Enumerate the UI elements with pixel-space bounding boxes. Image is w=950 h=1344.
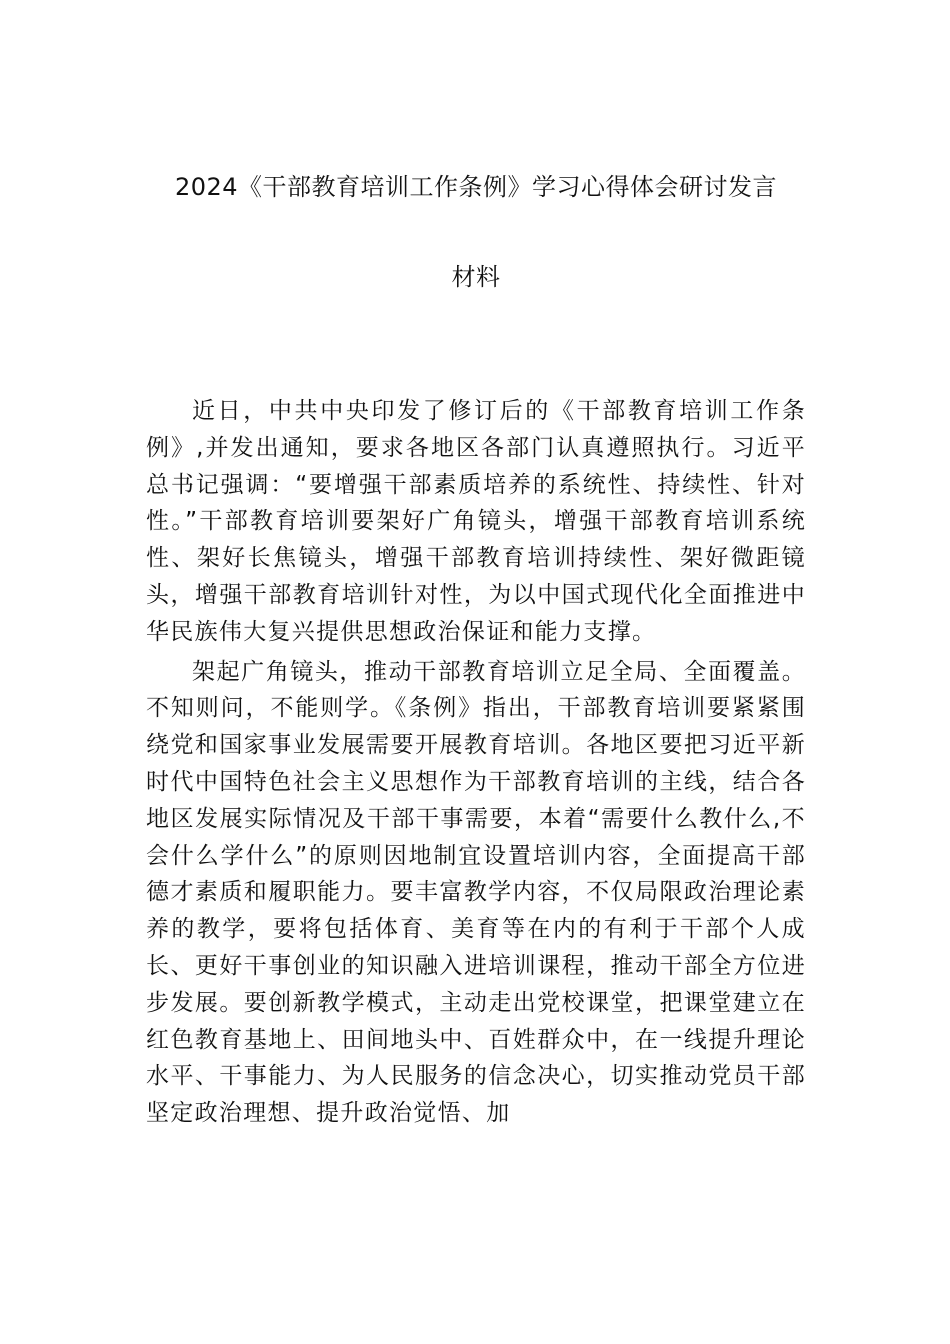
document-body — [146, 393, 806, 1132]
document-title-line-1: 2024《干部教育培训工作条例》学习心得体会研讨发言 — [174, 173, 778, 201]
body-paragraph-1: 近日，中共中央印发了修订后的《干部教育培训工作条例》,并发出通知，要求各地区各部门认真遵照执行。习近平总书记强调：“要增强干部素质培养的系统性、持续性、针对性。”干部教育培训要架好广角镜头，增强干部教育培训系统性、架好长焦镜头，增强干部教育培训持续性、架好微距镜头，增强干部教育培训针对性，为以中国式现代化全面推进中华民族伟大复兴提供思想政治保证和能力支撑。 — [146, 398, 806, 645]
document-title-line-2: 材料 — [451, 263, 501, 291]
body-paragraph-2: 架起广角镜头，推动干部教育培训立足全局、全面覆盖。不知则问，不能则学。《条例》指出，干部教育培训要紧紧围绕党和国家事业发展需要开展教育培训。各地区要把习近平新时代中国特色社会主义思想作为干部教育培训的主线，结合各地区发展实际情况及干部干事需要，本着“需要什么教什么,不会什么学什么”的原则因地制宜设置培训内容，全面提高干部德才素质和履职能力。要丰富教学内容，不仅局限政治理论素养的教学，要将包括体育、美育等在内的有利于干部个人成长、更好干事创业的知识融入进培训课程，推动干部全方位进步发展。要创新教学模式，主动走出党校课堂，把课堂建立在红色教育基地上、田间地头中、百姓群众中，在一线提升理论水平、干事能力、为人民服务的信念决心，切实推动党员干部坚定政治理想、提升政治觉悟、加 — [146, 658, 806, 1127]
